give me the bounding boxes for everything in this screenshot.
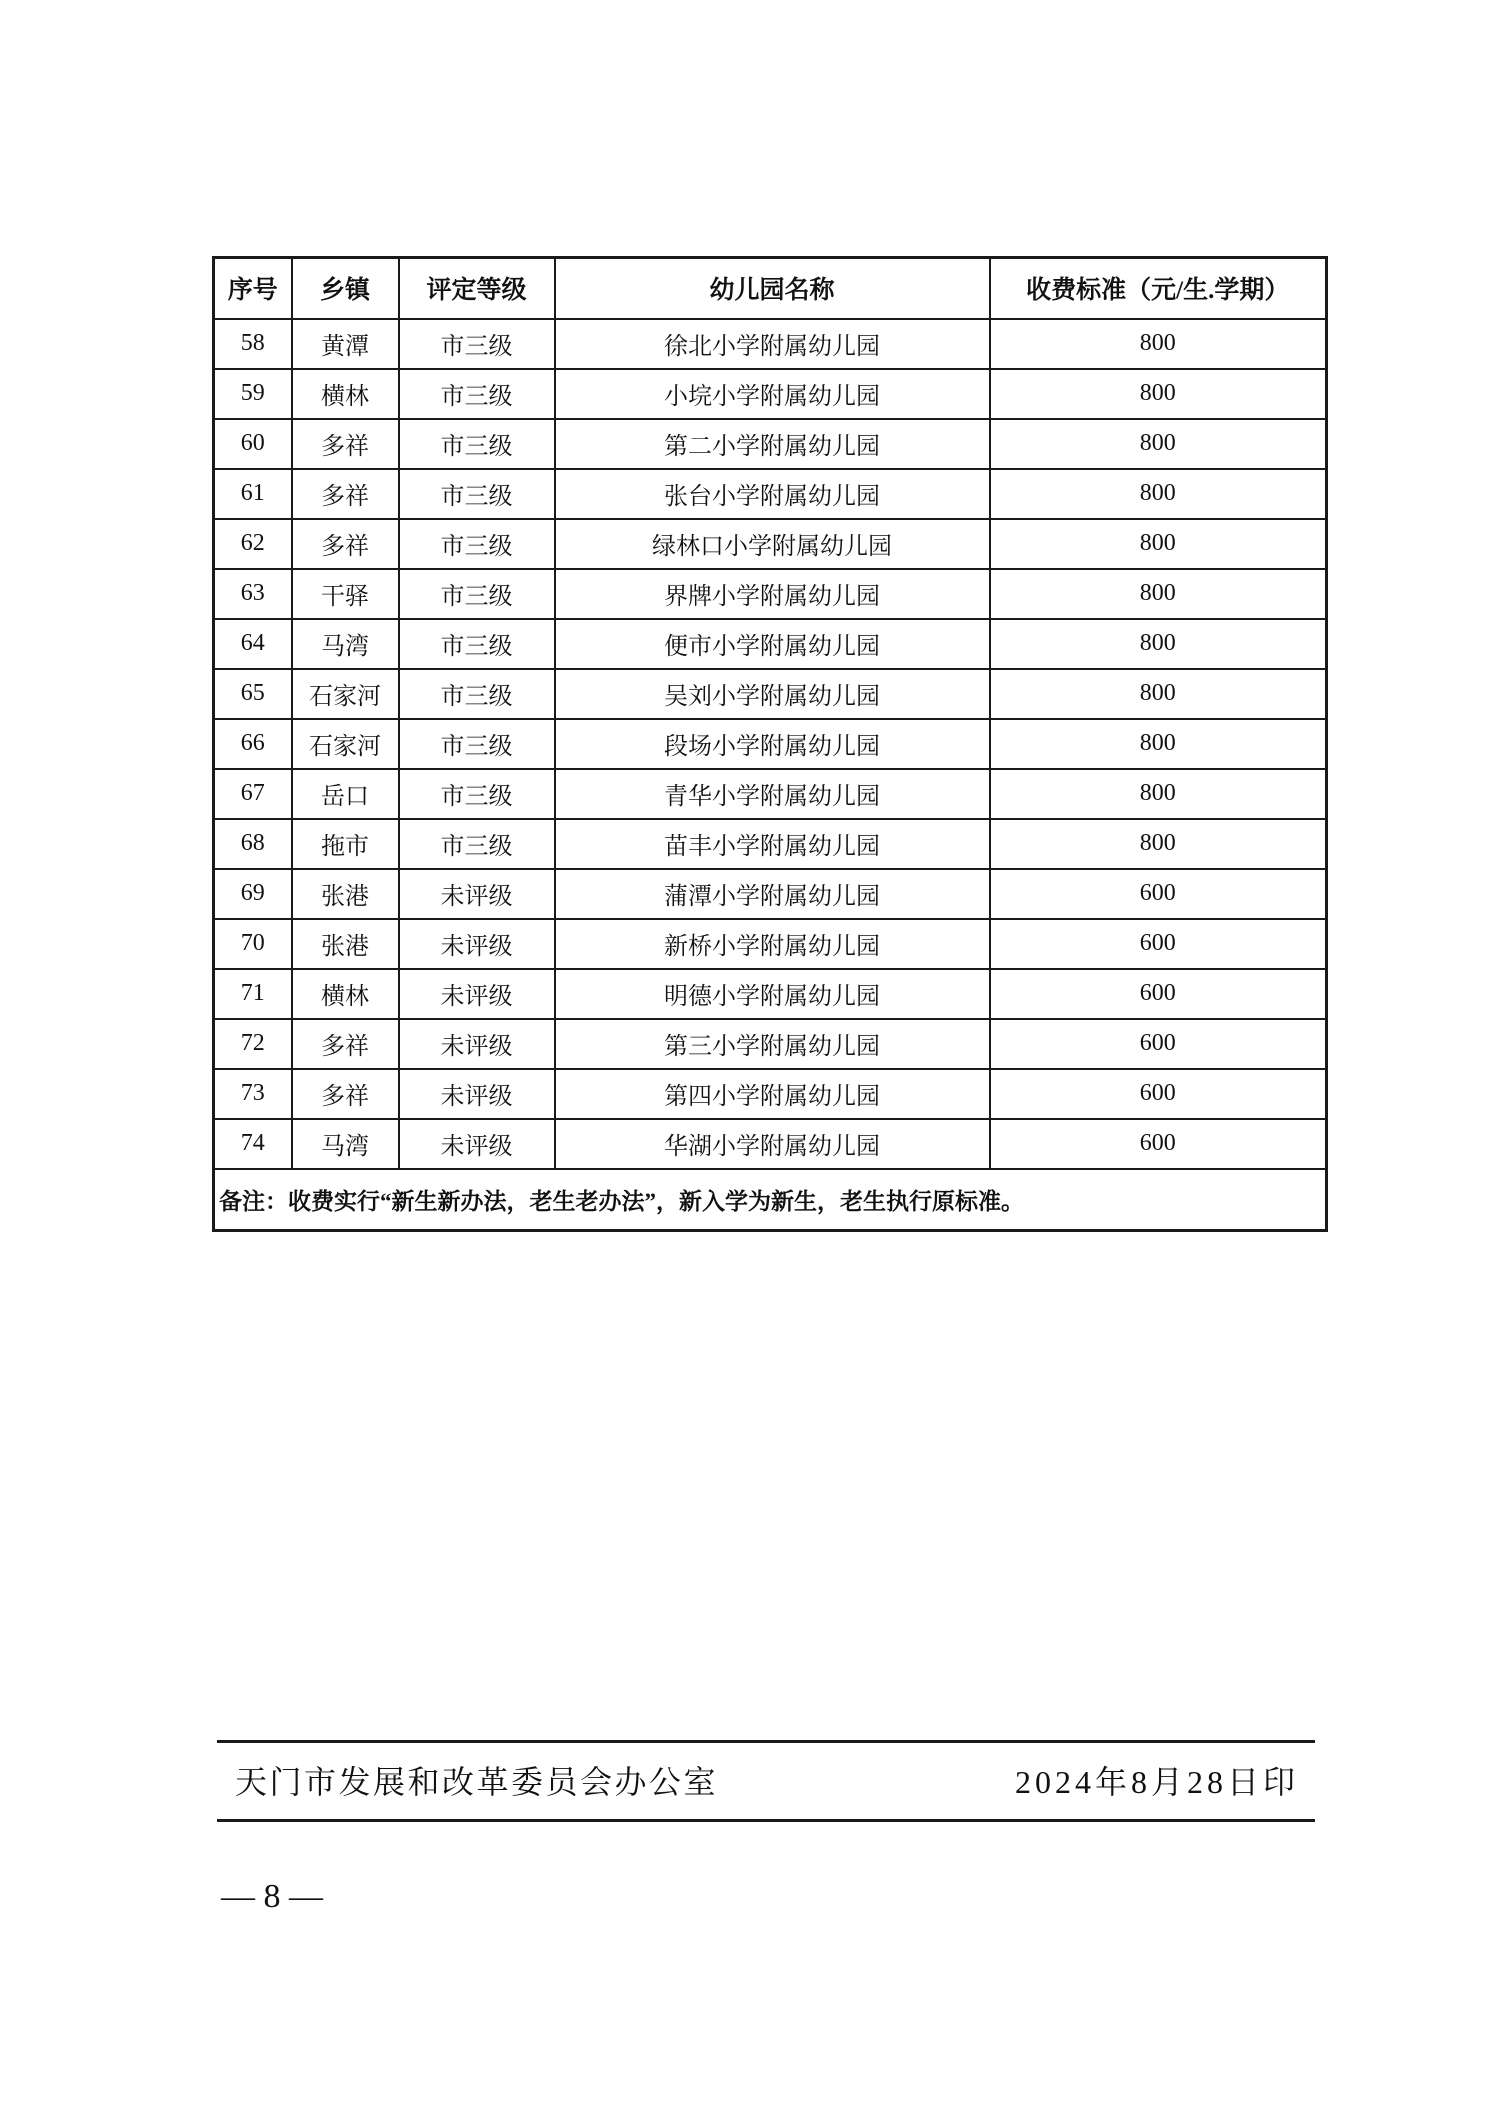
cell-grade: 未评级	[399, 1019, 555, 1069]
cell-index: 62	[214, 519, 292, 569]
table-row	[214, 619, 1327, 669]
table-body	[214, 319, 1327, 1231]
cell-grade: 市三级	[399, 719, 555, 769]
cell-grade: 市三级	[399, 419, 555, 469]
footer-issuer: 天门市发展和改革委员会办公室	[235, 1764, 719, 1800]
table-row	[214, 1119, 1327, 1169]
cell-kindergarten-name: 第二小学附属幼儿园	[555, 419, 990, 469]
cell-index: 72	[214, 1019, 292, 1069]
table-row	[214, 819, 1327, 869]
cell-index: 64	[214, 619, 292, 669]
cell-fee: 600	[990, 1119, 1327, 1169]
cell-index: 71	[214, 969, 292, 1019]
table-row	[214, 669, 1327, 719]
cell-fee: 800	[990, 819, 1327, 869]
header-kindergarten-name: 幼儿园名称	[555, 258, 990, 319]
cell-town: 多祥	[292, 519, 399, 569]
note-row	[214, 1169, 1327, 1231]
cell-grade: 市三级	[399, 569, 555, 619]
cell-fee: 800	[990, 369, 1327, 419]
cell-index: 61	[214, 469, 292, 519]
cell-kindergarten-name: 苗丰小学附属幼儿园	[555, 819, 990, 869]
cell-grade: 市三级	[399, 769, 555, 819]
header-fee-standard: 收费标准（元/生.学期）	[990, 258, 1327, 319]
cell-kindergarten-name: 界牌小学附属幼儿园	[555, 569, 990, 619]
table-row	[214, 969, 1327, 1019]
table-note: 备注：收费实行“新生新办法，老生老办法”，新入学为新生，老生执行原标准。	[214, 1169, 1327, 1231]
cell-fee: 600	[990, 919, 1327, 969]
cell-fee: 600	[990, 1019, 1327, 1069]
cell-index: 59	[214, 369, 292, 419]
cell-fee: 800	[990, 619, 1327, 669]
cell-kindergarten-name: 新桥小学附属幼儿园	[555, 919, 990, 969]
cell-grade: 未评级	[399, 869, 555, 919]
cell-index: 67	[214, 769, 292, 819]
cell-kindergarten-name: 青华小学附属幼儿园	[555, 769, 990, 819]
cell-fee: 600	[990, 1069, 1327, 1119]
cell-town: 石家河	[292, 669, 399, 719]
header-row	[214, 258, 1327, 319]
table-row	[214, 719, 1327, 769]
cell-index: 74	[214, 1119, 292, 1169]
cell-fee: 800	[990, 769, 1327, 819]
cell-fee: 800	[990, 319, 1327, 369]
cell-kindergarten-name: 绿林口小学附属幼儿园	[555, 519, 990, 569]
table-row	[214, 419, 1327, 469]
page-number: — 8 —	[221, 1878, 323, 1915]
cell-fee: 800	[990, 519, 1327, 569]
cell-town: 马湾	[292, 1119, 399, 1169]
cell-kindergarten-name: 吴刘小学附属幼儿园	[555, 669, 990, 719]
cell-kindergarten-name: 段场小学附属幼儿园	[555, 719, 990, 769]
table-row	[214, 1019, 1327, 1069]
cell-town: 岳口	[292, 769, 399, 819]
cell-grade: 市三级	[399, 519, 555, 569]
table-row	[214, 519, 1327, 569]
cell-kindergarten-name: 小垸小学附属幼儿园	[555, 369, 990, 419]
cell-town: 干驿	[292, 569, 399, 619]
cell-index: 58	[214, 319, 292, 369]
footer-bottom-rule	[217, 1819, 1315, 1822]
table-row	[214, 369, 1327, 419]
cell-town: 横林	[292, 969, 399, 1019]
cell-index: 68	[214, 819, 292, 869]
cell-grade: 市三级	[399, 819, 555, 869]
cell-town: 马湾	[292, 619, 399, 669]
table-row	[214, 919, 1327, 969]
footer-print-date: 2024年8月28日印	[1014, 1764, 1299, 1800]
table-row	[214, 469, 1327, 519]
cell-fee: 800	[990, 419, 1327, 469]
cell-grade: 未评级	[399, 919, 555, 969]
cell-kindergarten-name: 第三小学附属幼儿园	[555, 1019, 990, 1069]
cell-town: 石家河	[292, 719, 399, 769]
header-town: 乡镇	[292, 258, 399, 319]
table-header	[214, 258, 1327, 319]
cell-index: 63	[214, 569, 292, 619]
header-index: 序号	[214, 258, 292, 319]
cell-index: 73	[214, 1069, 292, 1119]
table-row	[214, 569, 1327, 619]
cell-town: 多祥	[292, 469, 399, 519]
cell-fee: 600	[990, 969, 1327, 1019]
cell-kindergarten-name: 明德小学附属幼儿园	[555, 969, 990, 1019]
cell-town: 多祥	[292, 419, 399, 469]
cell-grade: 市三级	[399, 319, 555, 369]
cell-town: 黄潭	[292, 319, 399, 369]
cell-kindergarten-name: 张台小学附属幼儿园	[555, 469, 990, 519]
cell-grade: 市三级	[399, 369, 555, 419]
kindergarten-fee-table	[212, 256, 1328, 1232]
cell-town: 多祥	[292, 1069, 399, 1119]
cell-grade: 市三级	[399, 669, 555, 719]
table-row	[214, 769, 1327, 819]
table-row	[214, 869, 1327, 919]
cell-grade: 未评级	[399, 1069, 555, 1119]
cell-kindergarten-name: 第四小学附属幼儿园	[555, 1069, 990, 1119]
footer-top-rule	[217, 1740, 1315, 1743]
cell-fee: 800	[990, 469, 1327, 519]
cell-grade: 未评级	[399, 1119, 555, 1169]
cell-index: 60	[214, 419, 292, 469]
table-row	[214, 1069, 1327, 1119]
cell-fee: 600	[990, 869, 1327, 919]
cell-town: 拖市	[292, 819, 399, 869]
cell-kindergarten-name: 徐北小学附属幼儿园	[555, 319, 990, 369]
cell-grade: 市三级	[399, 469, 555, 519]
cell-index: 69	[214, 869, 292, 919]
cell-grade: 未评级	[399, 969, 555, 1019]
cell-kindergarten-name: 华湖小学附属幼儿园	[555, 1119, 990, 1169]
cell-kindergarten-name: 蒲潭小学附属幼儿园	[555, 869, 990, 919]
cell-fee: 800	[990, 719, 1327, 769]
cell-fee: 800	[990, 669, 1327, 719]
cell-index: 66	[214, 719, 292, 769]
cell-town: 横林	[292, 369, 399, 419]
cell-index: 70	[214, 919, 292, 969]
table-row	[214, 319, 1327, 369]
cell-grade: 市三级	[399, 619, 555, 669]
cell-kindergarten-name: 便市小学附属幼儿园	[555, 619, 990, 669]
cell-fee: 800	[990, 569, 1327, 619]
cell-town: 张港	[292, 919, 399, 969]
cell-town: 多祥	[292, 1019, 399, 1069]
cell-index: 65	[214, 669, 292, 719]
cell-town: 张港	[292, 869, 399, 919]
header-grade: 评定等级	[399, 258, 555, 319]
